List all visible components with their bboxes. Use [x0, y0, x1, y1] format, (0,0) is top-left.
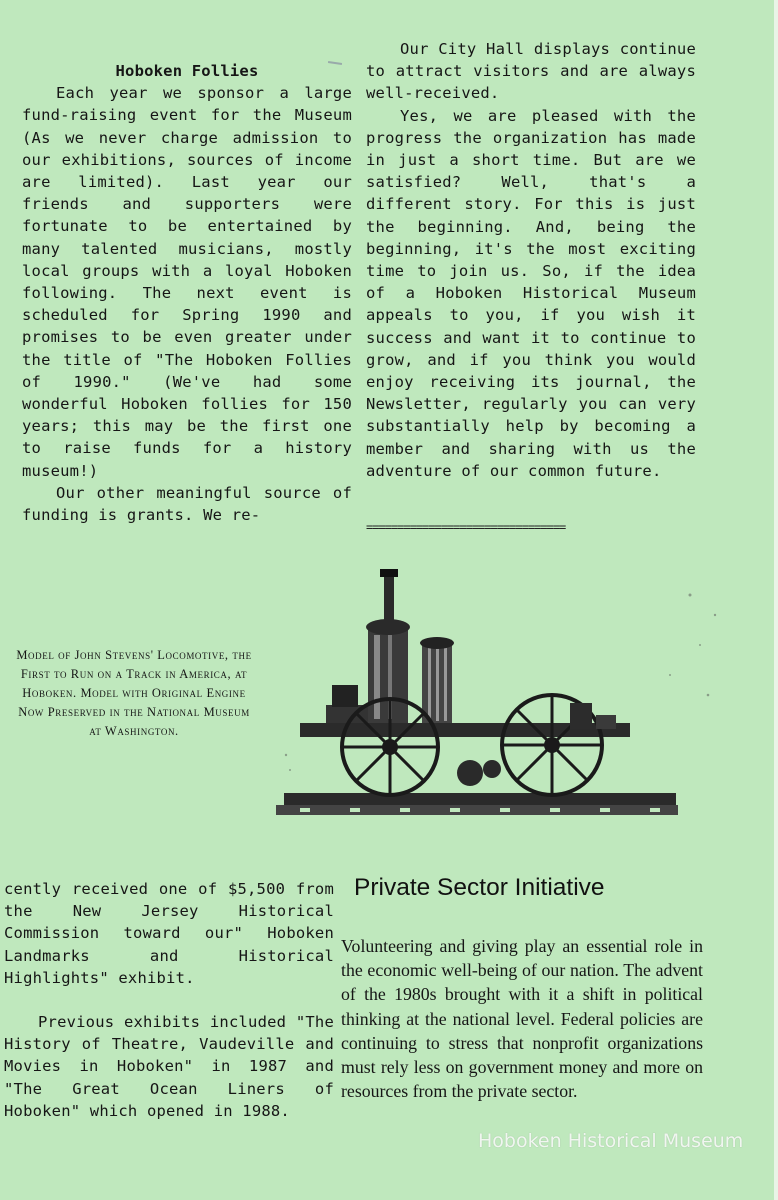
page-edge — [774, 0, 778, 1200]
right-column-top — [366, 38, 696, 482]
divider-rule: ================================ — [366, 520, 566, 534]
city-hall-paragraph: Our City Hall displays continue to attract visitors and are always well-received. — [366, 40, 696, 103]
left-column-bottom — [4, 878, 334, 1122]
grant-continuation-paragraph: cently received one of $5,500 from the New Jersey Historical Commission toward our" Hoboken Landmarks and Historical Highlights" exhibit. — [4, 880, 334, 987]
membership-paragraph: Yes, we are pleased with the progress the organization has made in just a short time. But are we satisfied? Well, that's a different story. For this is just the beginning. And, being the beginning, it's the most exciting time to join us. So, if the idea of a Hoboken Historical Museum appeals to you, if you wish it success and want it to continue to grow, and if you think you would enjoy receiving its journal, the Newsletter, regularly you can very substantially help by becoming a member and sharing with us the adventure of our common future. — [366, 106, 696, 480]
left-column-top — [22, 60, 352, 526]
private-sector-title: Private Sector Initiative — [354, 874, 605, 901]
illustration-caption: Model of John Stevens' Locomotive, the First to Run on a Track in America, at Hoboken. Model with Original Engine Now Preserved in the National Museum at Washington. — [16, 648, 252, 738]
hoboken-follies-heading: Hoboken Follies — [115, 62, 259, 80]
previous-exhibits-paragraph: Previous exhibits included "The History of Theatre, Vaudeville and Movies in Hoboken" in 1987 and "The Great Ocean Liners of Hoboken" which opened in 1988. — [4, 1013, 334, 1120]
private-sector-body: Volunteering and giving play an essential role in the economic well-being of our nation. The advent of the 1980s brought with it a shift in political thinking at the national level. Federal policies are continuing to stress that nonprofit organizations must rely less on government money and more on resources from the private sector. — [341, 936, 703, 1102]
museum-watermark: Hoboken Historical Museum — [478, 1130, 744, 1152]
follies-paragraph: Each year we sponsor a large fund-raising event for the Museum (As we never charge admission to our exhibitions, sources of income are limited). Last year our friends and supporters were fortunate to be entertained by many talented musicians, mostly local groups with a loyal Hoboken following. The next event is scheduled for Spring 1990 and promises to be even greater under the title of "The Hoboken Follies of 1990." (We've had some wonderful Hoboken follies for 150 years; this may be the first one to raise funds for a history museum!) — [22, 84, 352, 480]
grants-paragraph: Our other meaningful source of funding is grants. We re- — [22, 483, 352, 525]
locomotive-illustration — [270, 555, 730, 845]
